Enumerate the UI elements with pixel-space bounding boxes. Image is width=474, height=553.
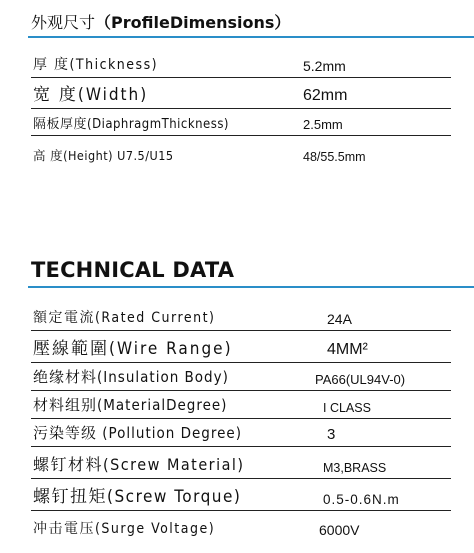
spec-row-rated-current — [31, 301, 451, 331]
spec-value: M3,BRASS — [323, 461, 387, 475]
spec-label: 額定電流(Rated Current) — [33, 310, 216, 326]
spec-value: PA66(UL94V-0) — [315, 372, 406, 387]
spec-row-screw-material — [31, 449, 451, 479]
spec-row-surge-voltage — [31, 513, 451, 541]
spec-row-pollution-degree — [31, 421, 451, 447]
profile-section-title — [31, 10, 290, 33]
spec-row-screw-torque — [31, 481, 451, 511]
spec-label: 污染等级 (Pollution Degree) — [33, 424, 242, 442]
spec-label: 高 度(Height) U7.5/U15 — [33, 148, 174, 163]
spec-value: 4MM² — [327, 341, 368, 358]
spec-row-diaphragm-thickness — [31, 112, 451, 136]
profile-title-en: （ProfileDimensions） — [95, 13, 291, 32]
spec-label: 壓線範圍(Wire Range) — [33, 339, 233, 359]
spec-value: 62mm — [303, 87, 348, 104]
spec-value: 0.5-0.6N.m — [323, 492, 400, 507]
profile-divider — [28, 36, 474, 38]
technical-section-title: TECHNICAL DATA — [31, 258, 235, 282]
spec-row-material-degree — [31, 393, 451, 419]
spec-value: I CLASS — [323, 401, 371, 415]
spec-row-height — [31, 141, 451, 167]
spec-value: 24A — [327, 311, 352, 327]
spec-value: 5.2mm — [303, 58, 346, 74]
spec-label: 螺钉扭矩(Screw Torque) — [33, 487, 242, 507]
spec-value: 6000V — [319, 522, 360, 538]
spec-row-thickness — [31, 54, 451, 78]
spec-value: 48/55.5mm — [303, 150, 366, 164]
spec-row-wire-range — [31, 333, 451, 363]
spec-label: 宽 度(Width) — [33, 85, 149, 105]
spec-label: 材料组别(MaterialDegree) — [33, 396, 228, 414]
spec-label: 冲击電压(Surge Voltage) — [33, 521, 216, 537]
spec-row-width — [31, 80, 451, 109]
spec-value: 2.5mm — [303, 117, 343, 132]
spec-label: 螺钉材料(Screw Material) — [33, 455, 245, 474]
spec-label: 隔板厚度(DiaphragmThickness) — [33, 117, 229, 132]
profile-title-cn: 外观尺寸 — [31, 13, 96, 32]
spec-label: 厚 度(Thickness) — [33, 57, 159, 73]
spec-label: 绝缘材料(Insulation Body) — [33, 368, 229, 386]
technical-divider — [28, 286, 474, 288]
spec-value: 3 — [327, 426, 336, 443]
spec-row-insulation-body — [31, 365, 451, 391]
